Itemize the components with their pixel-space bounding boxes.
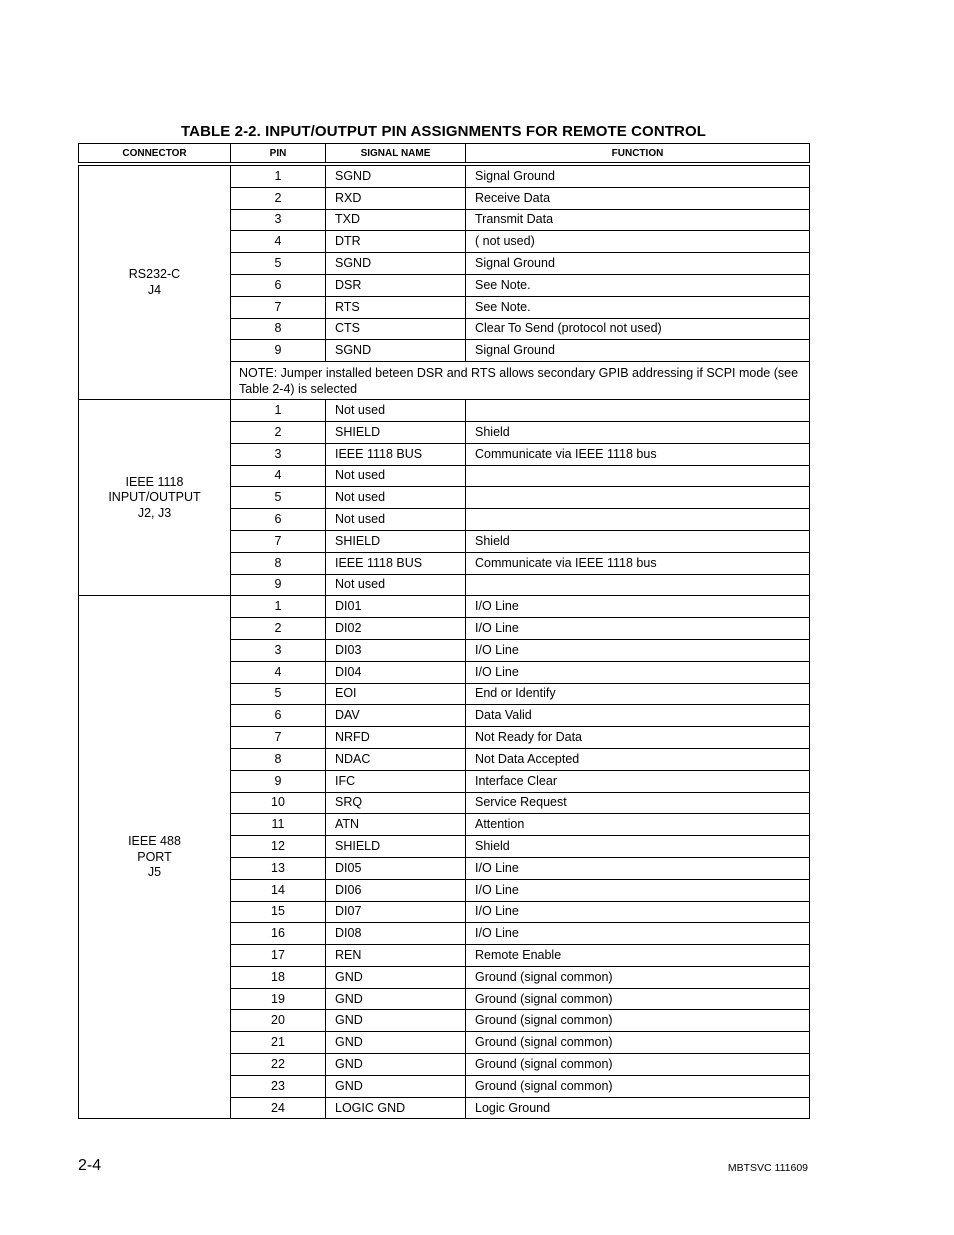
- connector-cell: IEEE 1118 INPUT/OUTPUT J2, J3: [79, 400, 231, 596]
- signal-name-cell: SHIELD: [326, 530, 466, 552]
- signal-name-cell: GND: [326, 966, 466, 988]
- function-cell: [466, 465, 810, 487]
- pin-cell: 1: [231, 166, 326, 188]
- signal-name-cell: RXD: [326, 187, 466, 209]
- table-row: [79, 400, 810, 422]
- table-row: [79, 596, 810, 618]
- function-cell: [466, 487, 810, 509]
- function-cell: Not Ready for Data: [466, 727, 810, 749]
- pin-cell: 5: [231, 683, 326, 705]
- function-cell: Signal Ground: [466, 253, 810, 275]
- header-function: FUNCTION: [466, 144, 810, 163]
- function-cell: End or Identify: [466, 683, 810, 705]
- signal-name-cell: GND: [326, 1054, 466, 1076]
- signal-name-cell: DI06: [326, 879, 466, 901]
- signal-name-cell: Not used: [326, 509, 466, 531]
- function-cell: See Note.: [466, 296, 810, 318]
- function-cell: Communicate via IEEE 1118 bus: [466, 552, 810, 574]
- function-cell: Interface Clear: [466, 770, 810, 792]
- function-cell: [466, 509, 810, 531]
- signal-name-cell: ATN: [326, 814, 466, 836]
- function-cell: Ground (signal common): [466, 1054, 810, 1076]
- function-cell: I/O Line: [466, 923, 810, 945]
- signal-name-cell: LOGIC GND: [326, 1097, 466, 1119]
- function-cell: Not Data Accepted: [466, 748, 810, 770]
- pin-cell: 13: [231, 857, 326, 879]
- function-cell: Shield: [466, 421, 810, 443]
- signal-name-cell: RTS: [326, 296, 466, 318]
- pin-cell: 6: [231, 274, 326, 296]
- signal-name-cell: GND: [326, 1032, 466, 1054]
- function-cell: Signal Ground: [466, 166, 810, 188]
- signal-name-cell: DAV: [326, 705, 466, 727]
- signal-name-cell: SGND: [326, 166, 466, 188]
- signal-name-cell: GND: [326, 988, 466, 1010]
- signal-name-cell: IEEE 1118 BUS: [326, 443, 466, 465]
- signal-name-cell: DI02: [326, 618, 466, 640]
- signal-name-cell: DI05: [326, 857, 466, 879]
- function-cell: Signal Ground: [466, 340, 810, 362]
- function-cell: [466, 574, 810, 596]
- table-title: TABLE 2-2. INPUT/OUTPUT PIN ASSIGNMENTS FOR REMOTE CONTROL: [181, 123, 706, 140]
- signal-name-cell: DI03: [326, 639, 466, 661]
- signal-name-cell: IEEE 1118 BUS: [326, 552, 466, 574]
- pin-cell: 1: [231, 400, 326, 422]
- pin-cell: 8: [231, 552, 326, 574]
- function-cell: Ground (signal common): [466, 988, 810, 1010]
- page-number: 2-4: [78, 1157, 102, 1174]
- signal-name-cell: DI01: [326, 596, 466, 618]
- pin-cell: 9: [231, 770, 326, 792]
- signal-name-cell: Not used: [326, 465, 466, 487]
- signal-name-cell: TXD: [326, 209, 466, 231]
- function-cell: Clear To Send (protocol not used): [466, 318, 810, 340]
- function-cell: I/O Line: [466, 879, 810, 901]
- signal-name-cell: Not used: [326, 487, 466, 509]
- function-cell: [466, 400, 810, 422]
- pin-cell: 5: [231, 487, 326, 509]
- pin-cell: 3: [231, 639, 326, 661]
- function-cell: Ground (signal common): [466, 966, 810, 988]
- signal-name-cell: Not used: [326, 400, 466, 422]
- signal-name-cell: DSR: [326, 274, 466, 296]
- function-cell: I/O Line: [466, 596, 810, 618]
- function-cell: Ground (signal common): [466, 1010, 810, 1032]
- function-cell: Attention: [466, 814, 810, 836]
- pin-cell: 9: [231, 574, 326, 596]
- pin-cell: 17: [231, 945, 326, 967]
- function-cell: I/O Line: [466, 901, 810, 923]
- function-cell: Service Request: [466, 792, 810, 814]
- signal-name-cell: IFC: [326, 770, 466, 792]
- header-connector: CONNECTOR: [79, 144, 231, 163]
- signal-name-cell: REN: [326, 945, 466, 967]
- signal-name-cell: SGND: [326, 253, 466, 275]
- pin-cell: 3: [231, 443, 326, 465]
- pin-cell: 1: [231, 596, 326, 618]
- pin-cell: 2: [231, 618, 326, 640]
- pin-cell: 23: [231, 1075, 326, 1097]
- signal-name-cell: EOI: [326, 683, 466, 705]
- pin-cell: 4: [231, 465, 326, 487]
- pin-cell: 7: [231, 727, 326, 749]
- pin-cell: 6: [231, 509, 326, 531]
- signal-name-cell: GND: [326, 1075, 466, 1097]
- function-cell: Receive Data: [466, 187, 810, 209]
- function-cell: Ground (signal common): [466, 1032, 810, 1054]
- function-cell: See Note.: [466, 274, 810, 296]
- pin-cell: 9: [231, 340, 326, 362]
- function-cell: I/O Line: [466, 661, 810, 683]
- pin-cell: 4: [231, 661, 326, 683]
- connector-cell: RS232-C J4: [79, 166, 231, 400]
- function-cell: I/O Line: [466, 639, 810, 661]
- pin-cell: 4: [231, 231, 326, 253]
- pin-cell: 11: [231, 814, 326, 836]
- signal-name-cell: DI07: [326, 901, 466, 923]
- pin-cell: 16: [231, 923, 326, 945]
- function-cell: Remote Enable: [466, 945, 810, 967]
- signal-name-cell: SHIELD: [326, 421, 466, 443]
- pin-cell: 5: [231, 253, 326, 275]
- pin-cell: 7: [231, 296, 326, 318]
- signal-name-cell: DI04: [326, 661, 466, 683]
- signal-name-cell: SHIELD: [326, 836, 466, 858]
- pin-cell: 12: [231, 836, 326, 858]
- pin-cell: 2: [231, 421, 326, 443]
- function-cell: ( not used): [466, 231, 810, 253]
- function-cell: Ground (signal common): [466, 1075, 810, 1097]
- pin-cell: 7: [231, 530, 326, 552]
- header-signal-name: SIGNAL NAME: [326, 144, 466, 163]
- signal-name-cell: DTR: [326, 231, 466, 253]
- pin-cell: 8: [231, 748, 326, 770]
- pin-cell: 18: [231, 966, 326, 988]
- signal-name-cell: DI08: [326, 923, 466, 945]
- function-cell: I/O Line: [466, 618, 810, 640]
- header-pin: PIN: [231, 144, 326, 163]
- signal-name-cell: SRQ: [326, 792, 466, 814]
- function-cell: Communicate via IEEE 1118 bus: [466, 443, 810, 465]
- function-cell: Data Valid: [466, 705, 810, 727]
- pin-assignment-table: [78, 143, 810, 1119]
- pin-cell: 20: [231, 1010, 326, 1032]
- function-cell: Shield: [466, 836, 810, 858]
- signal-name-cell: NRFD: [326, 727, 466, 749]
- table-row: [79, 166, 810, 188]
- pin-cell: 15: [231, 901, 326, 923]
- pin-cell: 8: [231, 318, 326, 340]
- table-body: [79, 166, 810, 1119]
- document-id: MBTSVC 111609: [727, 1162, 808, 1174]
- pin-cell: 2: [231, 187, 326, 209]
- pin-cell: 21: [231, 1032, 326, 1054]
- signal-name-cell: SGND: [326, 340, 466, 362]
- function-cell: Logic Ground: [466, 1097, 810, 1119]
- pin-cell: 22: [231, 1054, 326, 1076]
- connector-cell: IEEE 488 PORT J5: [79, 596, 231, 1119]
- signal-name-cell: NDAC: [326, 748, 466, 770]
- signal-name-cell: CTS: [326, 318, 466, 340]
- pin-cell: 19: [231, 988, 326, 1010]
- pin-cell: 10: [231, 792, 326, 814]
- signal-name-cell: GND: [326, 1010, 466, 1032]
- signal-name-cell: Not used: [326, 574, 466, 596]
- function-cell: Shield: [466, 530, 810, 552]
- function-cell: Transmit Data: [466, 209, 810, 231]
- note-text: NOTE: Jumper installed beteen DSR and RTS allows secondary GPIB addressing if SCPI mode (see Table 2-4) is selected: [231, 362, 810, 400]
- pin-cell: 3: [231, 209, 326, 231]
- pin-cell: 24: [231, 1097, 326, 1119]
- pin-cell: 6: [231, 705, 326, 727]
- function-cell: I/O Line: [466, 857, 810, 879]
- pin-cell: 14: [231, 879, 326, 901]
